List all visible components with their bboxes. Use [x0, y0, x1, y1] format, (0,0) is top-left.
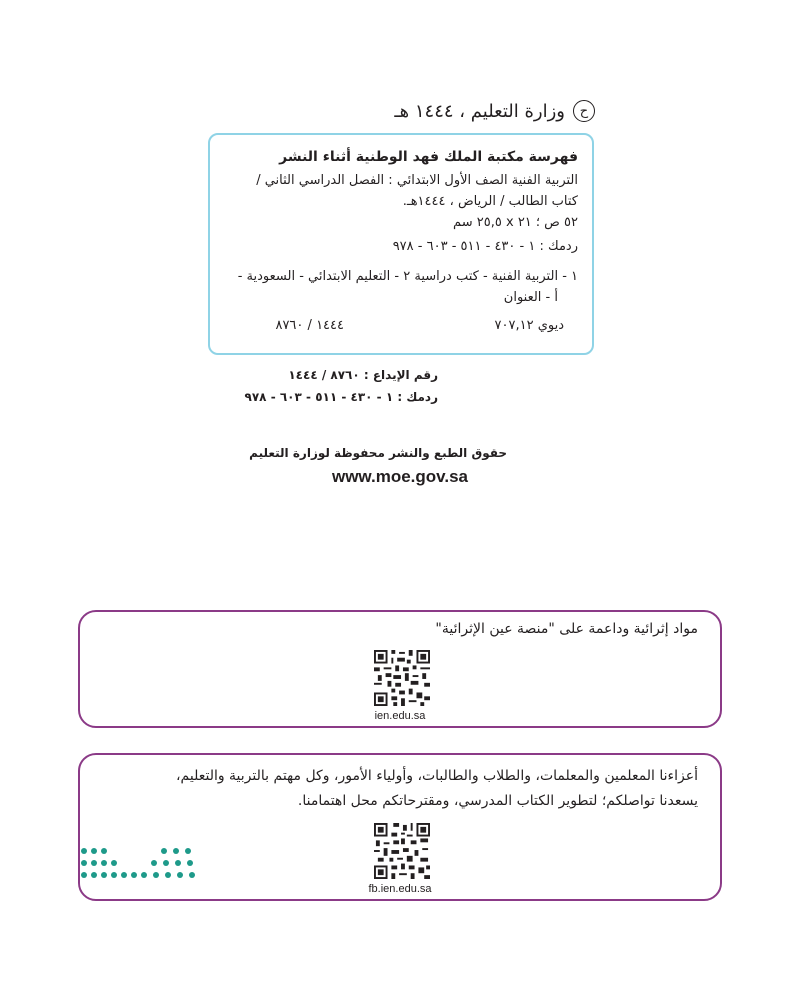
cip-deposit-number: ١٤٤٤ / ٨٧٦٠	[275, 318, 344, 333]
qr-code-icon[interactable]	[374, 823, 430, 879]
cip-title-entry: أ - العنوان	[503, 290, 558, 305]
copyright-notice: حقوق الطبع والنشر محفوظة لوزارة التعليم	[249, 446, 507, 460]
cip-line-2: كتاب الطالب / الرياض ، ١٤٤٤هـ.	[402, 194, 578, 209]
isbn-number: ردمك : ١ - ٤٣٠ - ٥١١ - ٦٠٣ - ٩٧٨	[244, 390, 438, 404]
cip-title: فهرسة مكتبة الملك فهد الوطنية أثناء النشر	[279, 149, 578, 165]
copyright-symbol: ح	[573, 100, 595, 122]
cataloging-box	[208, 133, 594, 355]
deposit-number: رقم الإيداع : ٨٧٦٠ / ١٤٤٤	[288, 368, 438, 382]
cip-line-1: التربية الفنية الصف الأول الابتدائي : الفصل الدراسي الثاني /	[256, 173, 578, 188]
cip-subjects: ١ - التربية الفنية - كتب دراسية ٢ - التعليم الابتدائي - السعودية -	[237, 269, 578, 284]
ien-url[interactable]: ien.edu.sa	[374, 710, 426, 722]
cip-isbn: ردمك : ١ - ٤٣٠ - ٥١١ - ٦٠٣ - ٩٧٨	[392, 239, 578, 254]
website-link[interactable]: www.moe.gov.sa	[331, 467, 469, 486]
cip-dewey: ديوي ٧٠٧,١٢	[494, 318, 564, 333]
copyright-text: وزارة التعليم ، ١٤٤٤ هـ	[394, 100, 565, 122]
ministry-logo-icon	[80, 845, 200, 881]
copyright-line	[394, 100, 595, 122]
qr-code-icon[interactable]	[374, 650, 430, 706]
feedback-line-1: أعزاءنا المعلمين والمعلمات، والطلاب والطالبات، وأولياء الأمور، وكل مهتم بالتربية والتعليم،	[176, 768, 698, 784]
ien-platform-box	[78, 610, 722, 728]
feedback-line-2: يسعدنا تواصلكم؛ لتطوير الكتاب المدرسي، ومقترحاتكم محل اهتمامنا.	[297, 793, 698, 809]
feedback-url[interactable]: fb.ien.edu.sa	[368, 883, 432, 895]
cip-line-3: ٥٢ ص ؛ ٢١ x ٢٥,٥ سم	[453, 215, 578, 230]
ien-platform-text: مواد إثرائية وداعمة على "منصة عين الإثرائية"	[435, 621, 698, 637]
